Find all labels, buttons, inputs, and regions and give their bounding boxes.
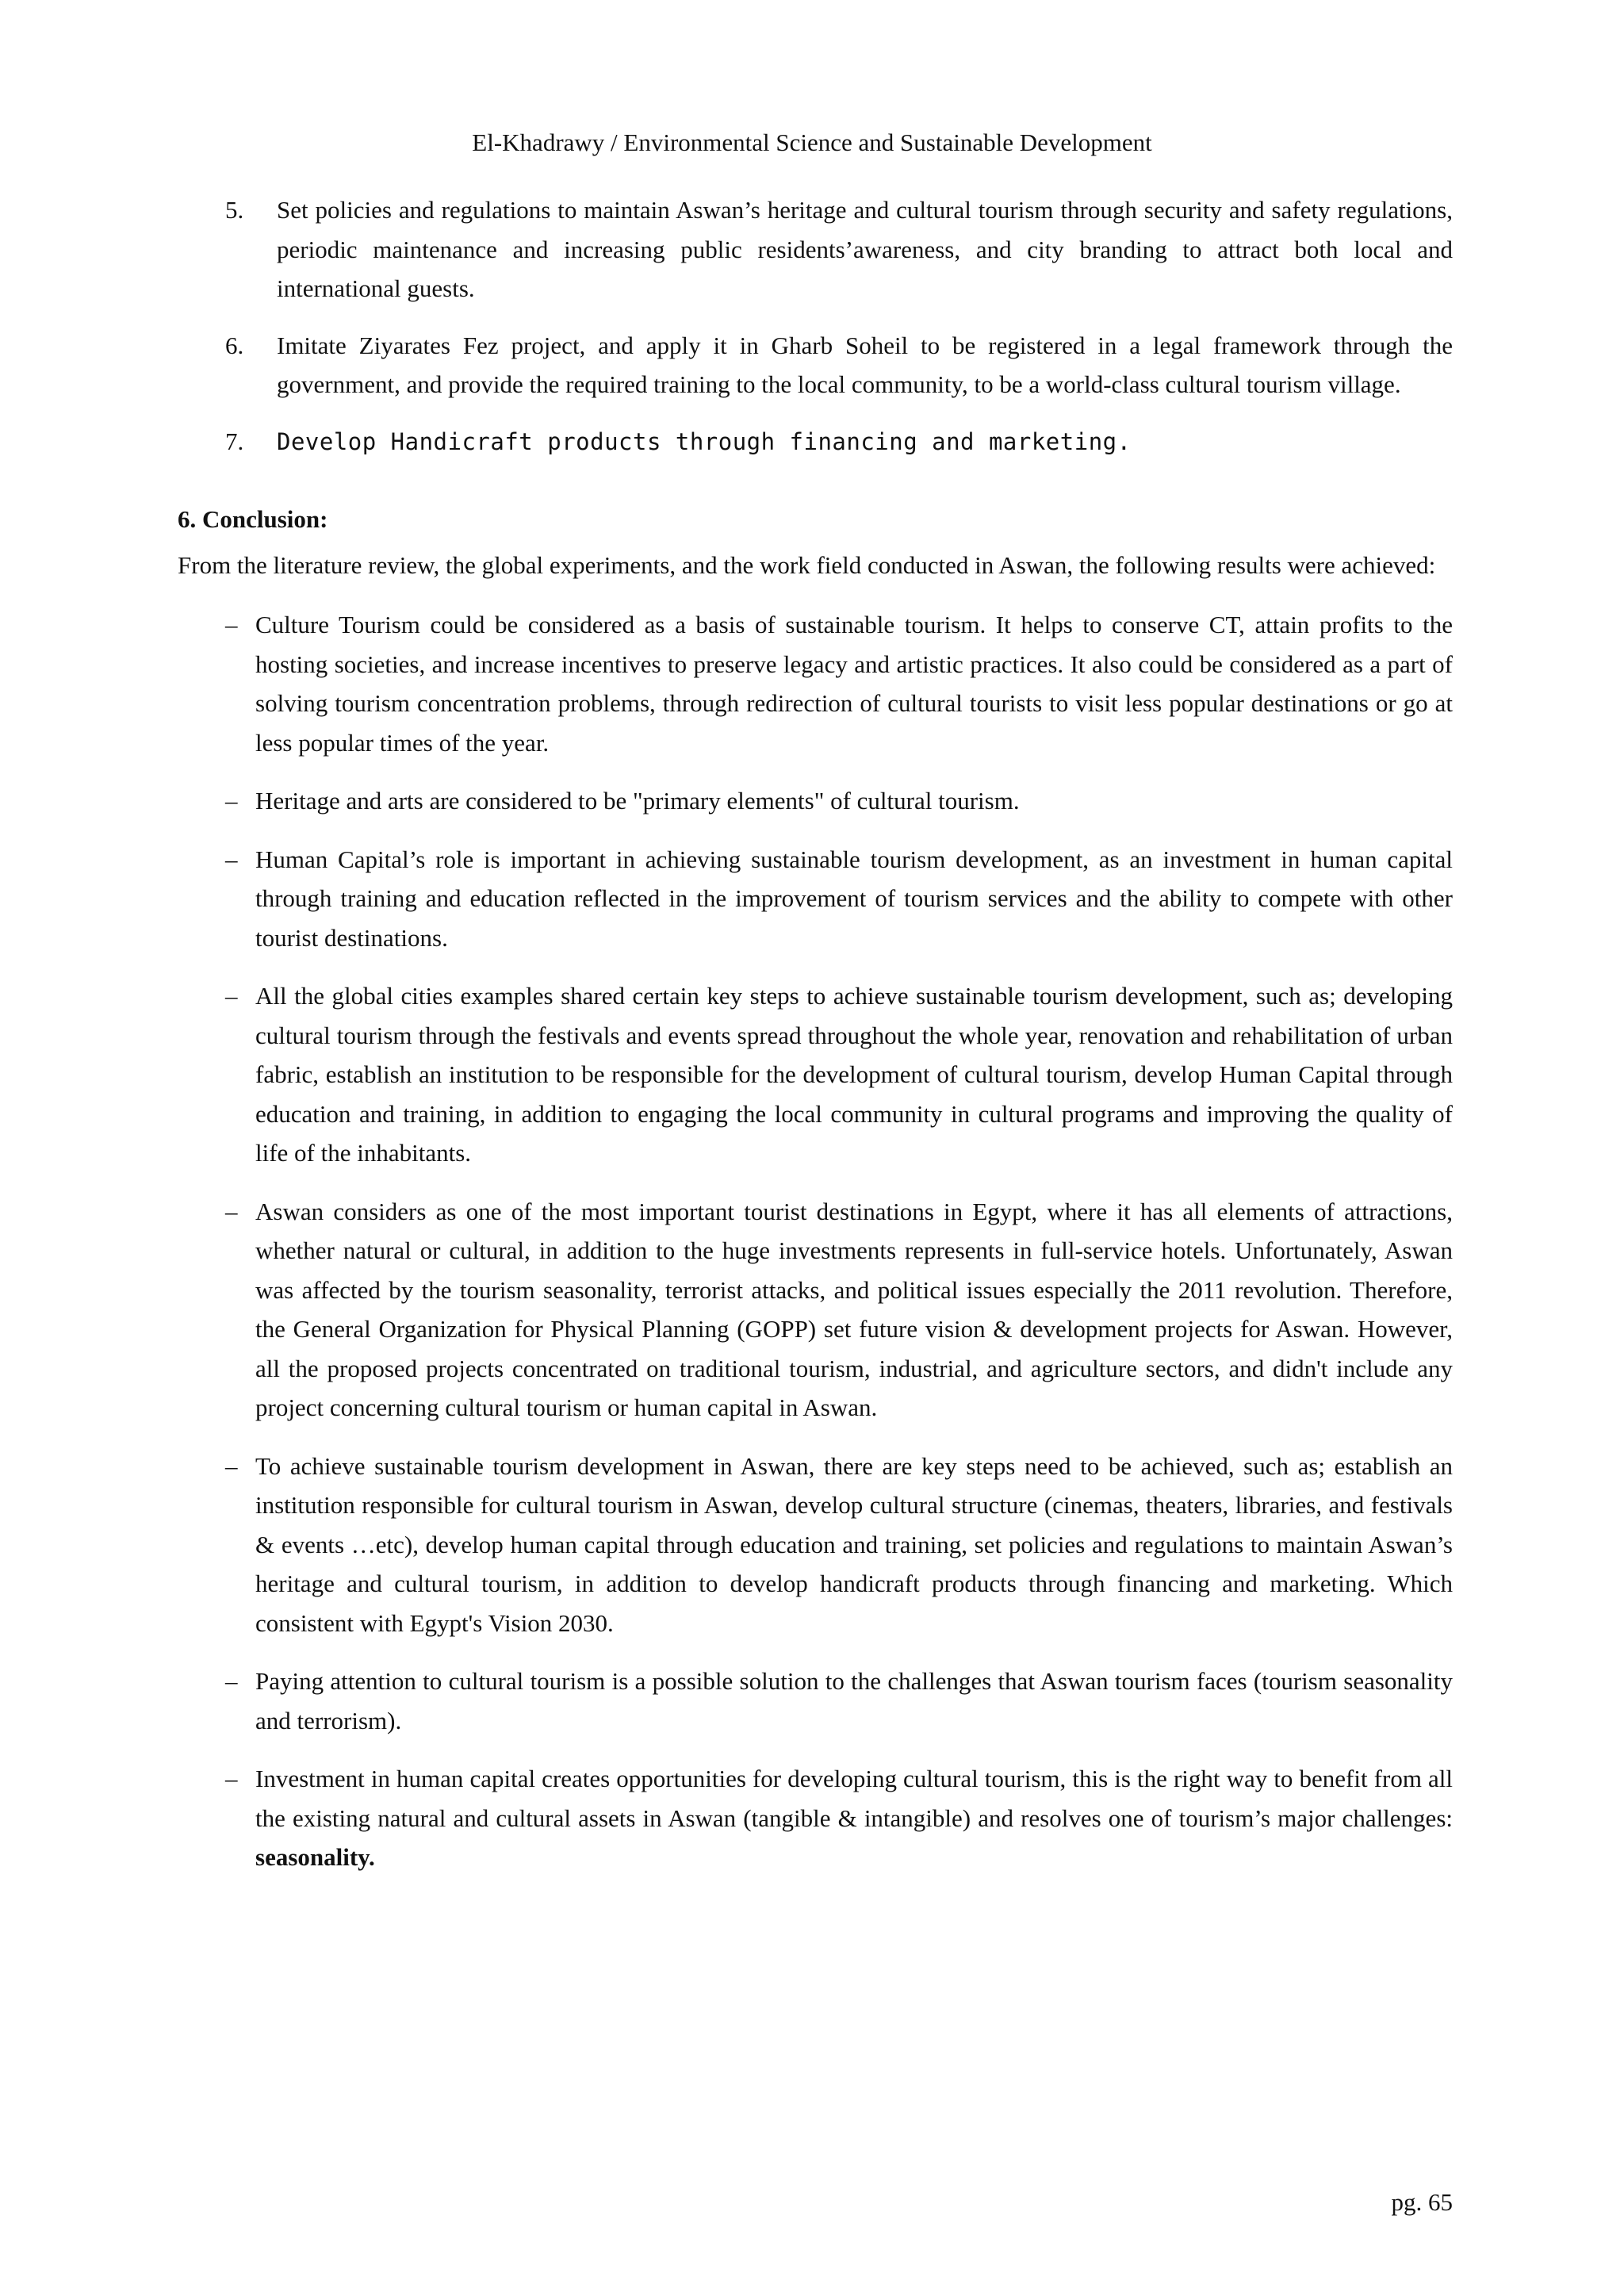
finding-text: Culture Tourism could be considered as a basis of sustainable tourism. It helps to conserve CT, attain profits to the hosting societies, and increase incentives to preserve legacy and artistic practices. It also could be considered as a part of solving tourism concentration problems, through redirection of cultural tourists to visit less popular destinations or go at less popular times of the year. (255, 611, 1453, 757)
bullet-dash: – (225, 611, 238, 638)
finding-item (178, 976, 1453, 1173)
finding-item (178, 605, 1453, 762)
finding-text: Human Capital’s role is important in achieving sustainable tourism development, as an investment in human capital through training and education reflected in the improvement of tourism services and the ability to compete with other tourist destinations. (255, 845, 1453, 952)
bullet-dash: – (225, 982, 238, 1010)
finding-item (178, 781, 1453, 821)
finding-text: Aswan considers as one of the most important tourist destinations in Egypt, where it has all elements of attractions, whether natural or cultural, in addition to the huge investments represents in full-service hotels. Unfortunately, Aswan was affected by the tourism seasonality, terrorist attacks, and political issues especially the 2011 revolution. Therefore, the General Organization for Physical Planning (GOPP) set future vision & development projects for Aswan. However, all the proposed projects concentrated on traditional tourism, industrial, and agriculture sectors, and didn't include any project concerning cultural tourism or human capital in Aswan. (255, 1197, 1453, 1421)
recommendation-number: 6. (225, 331, 244, 359)
bullet-dash: – (225, 1451, 238, 1480)
finding-item (178, 1447, 1453, 1643)
recommendation-text: Set policies and regulations to maintain Aswan’s heritage and cultural tourism through security and safety regulations, periodic maintenance and increasing public residents’awareness, and city branding to attract both local and international guests. (277, 196, 1453, 302)
bullet-dash: – (225, 787, 238, 815)
recommendation-text: Develop Handicraft products through financing and marketing. (277, 427, 1132, 455)
bullet-dash: – (225, 1197, 238, 1225)
finding-text: To achieve sustainable tourism development in Aswan, there are key steps need to be achieved, such as; establish an institution responsible for cultural tourism in Aswan, develop cultural structure (cinemas, theaters, libraries, and festivals & events …etc), develop human capital through education and training, set policies and regulations to maintain Aswan’s heritage and cultural tourism, in addition to develop handicraft products through financing and marketing. Which consistent with Egypt's Vision 2030. (255, 1451, 1453, 1637)
page-number: pg. 65 (1391, 2188, 1453, 2216)
running-header: El-Khadrawy / Environmental Science and Sustainable Development (472, 128, 1152, 156)
finding-text: Heritage and arts are considered to be "primary elements" of cultural tourism. (255, 787, 1020, 815)
findings-list (178, 605, 1453, 1877)
finding-item (178, 1759, 1453, 1877)
recommendation-item (178, 422, 1453, 462)
bullet-dash: – (225, 845, 238, 873)
finding-item (178, 840, 1453, 958)
finding-item (178, 1192, 1453, 1428)
finding-text: All the global cities examples shared certain key steps to achieve sustainable tourism development, such as; developing cultural tourism through the festivals and events spread throughout the whole year, renovation and rehabilitation of urban fabric, establish an institution to be responsible for the development of cultural tourism, develop Human Capital through education and training, in addition to engaging the local community in cultural programs and improving the quality of life of the inhabitants. (255, 982, 1453, 1167)
finding-text: Investment in human capital creates opportunities for developing cultural tourism, this is the right way to benefit from all the existing natural and cultural assets in Aswan (tangible & intangible) and resolves one of tourism’s major challenges: (255, 1765, 1453, 1832)
finding-text: Paying attention to cultural tourism is a possible solution to the challenges that Aswan tourism faces (tourism seasonality and terrorism). (255, 1667, 1453, 1734)
bullet-dash: – (225, 1667, 238, 1695)
page-content (178, 190, 1453, 1896)
bullet-dash: – (225, 1765, 238, 1792)
finding-emphasis: seasonality. (255, 1843, 375, 1871)
conclusion-heading: 6. Conclusion: (178, 505, 328, 533)
finding-item (178, 1662, 1453, 1740)
conclusion-intro: From the literature review, the global experiments, and the work field conducted in Aswan, the following results were achieved: (178, 550, 1436, 579)
recommendation-number: 5. (225, 196, 244, 224)
recommendation-item (178, 326, 1453, 404)
recommendation-number: 7. (225, 427, 244, 455)
recommendation-text: Imitate Ziyarates Fez project, and apply it in Gharb Soheil to be registered in a legal framework through the government, and provide the required training to the local community, to be a world-class cultural tourism village. (277, 331, 1453, 398)
recommendation-item (178, 190, 1453, 309)
recommendations-list (178, 190, 1453, 462)
